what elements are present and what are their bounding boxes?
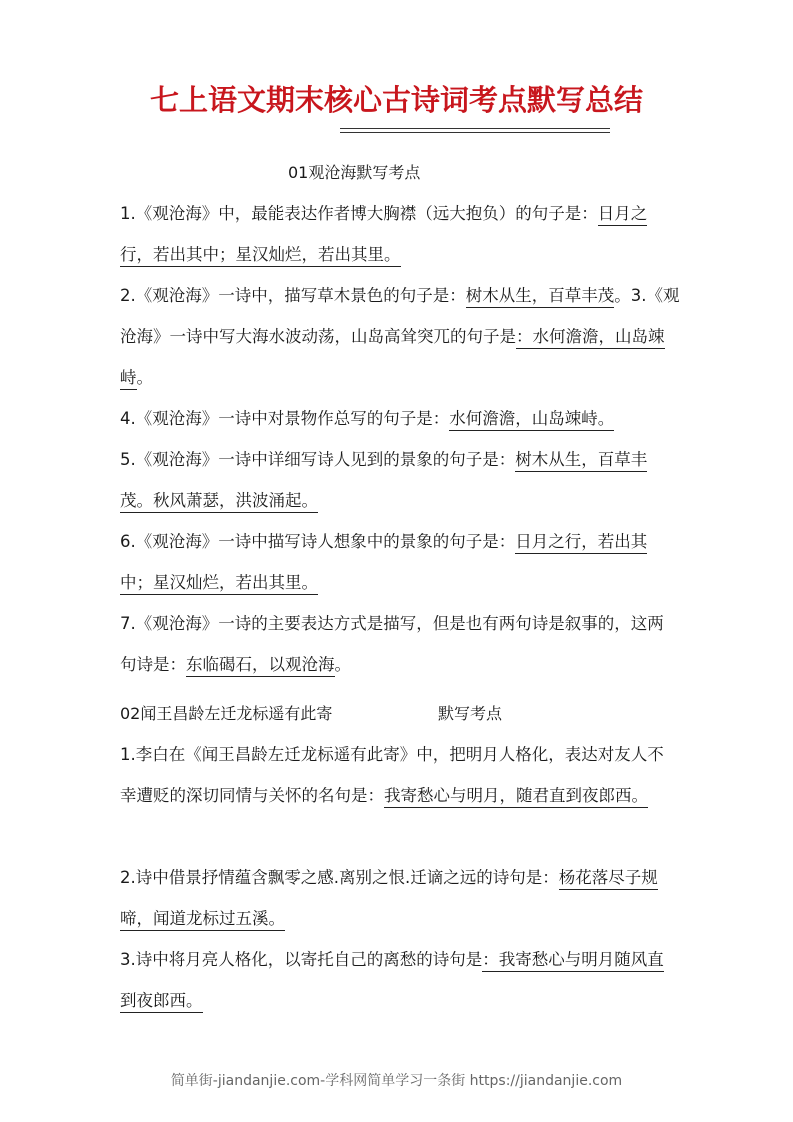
question-5 — [120, 439, 680, 521]
question-text: 2.诗中借景抒情蕴含飘零之感.离别之恨.迁谪之远的诗句是： — [120, 868, 559, 887]
question-text: 4.《观沧海》一诗中对景物作总写的句子是： — [120, 409, 450, 428]
question-text: 1.李白在《闻王昌龄左迁龙标遥有此寄》中，把明月人格化，表达对友人不幸遭贬的深切同情与关怀的名句是： — [120, 745, 664, 805]
answer-text: 树木从生，百草丰茂 — [466, 286, 615, 308]
answer-text: 我寄愁心与明月，随君直到夜郎西。 — [384, 786, 648, 808]
answer-text: ：我寄愁心与明月随风直到夜郎西。 — [120, 950, 664, 1013]
question-text: 6.《观沧海》一诗中描写诗人想象中的景象的句子是： — [120, 532, 516, 551]
answer-text: 树木从生，百草丰茂。秋风萧瑟，洪波涌起。 — [120, 450, 647, 513]
question-7 — [120, 603, 680, 685]
answer-text: 水何澹澹，山岛竦峙。 — [449, 409, 614, 431]
question-tail: 。 — [136, 368, 153, 387]
question-3 — [120, 939, 680, 1021]
section-heading-wen-wang-changling: 02闻王昌龄左迁龙标遥有此寄 — [120, 704, 333, 723]
page-title: 七上语文期末核心古诗词考点默写总结 — [149, 83, 643, 117]
title-underline — [340, 128, 610, 129]
question-text: 5.《观沧海》一诗中详细写诗人见到的景象的句子是： — [120, 450, 516, 469]
answer-text: 东临碣石，以观沧海 — [186, 655, 335, 677]
question-text-continued: 。3.《观沧海》一诗中写大海水波动荡，山岛高耸突兀的句子是 — [120, 286, 680, 346]
answer-text-second: ：水何澹澹，山岛竦峙 — [120, 327, 665, 390]
question-1 — [120, 734, 680, 816]
answer-text: 日月之行，若出其中；星汉灿烂，若出其里。 — [120, 532, 647, 595]
question-6 — [120, 521, 680, 603]
answer-text: 杨花落尽子规啼，闻道龙标过五溪。 — [120, 868, 658, 931]
question-2 — [120, 857, 680, 939]
section-heading-suffix: 默写考点 — [438, 704, 503, 723]
question-2-3 — [120, 275, 680, 398]
page-footer: 简单街-jiandanjie.com-学科网简单学习一条街 https://jiandanjie.com — [170, 1073, 623, 1089]
question-text: 3.诗中将月亮人格化，以寄托自己的离愁的诗句是 — [120, 950, 483, 969]
section-heading-guan-cang-hai: 01观沧海默写考点 — [288, 163, 421, 182]
question-text: 7.《观沧海》一诗的主要表达方式是描写，但是也有两句诗是叙事的，这两句诗是： — [120, 614, 664, 674]
question-1 — [120, 193, 680, 275]
question-text: 1.《观沧海》中，最能表达作者博大胸襟（远大抱负）的句子是： — [120, 204, 598, 223]
question-4 — [120, 398, 680, 439]
question-text: 2.《观沧海》一诗中，描写草木景色的句子是： — [120, 286, 466, 305]
answer-text: 日月之行，若出其中；星汉灿烂，若出其里。 — [120, 204, 647, 267]
title-underline-second — [340, 132, 610, 133]
question-tail: 。 — [334, 655, 351, 674]
